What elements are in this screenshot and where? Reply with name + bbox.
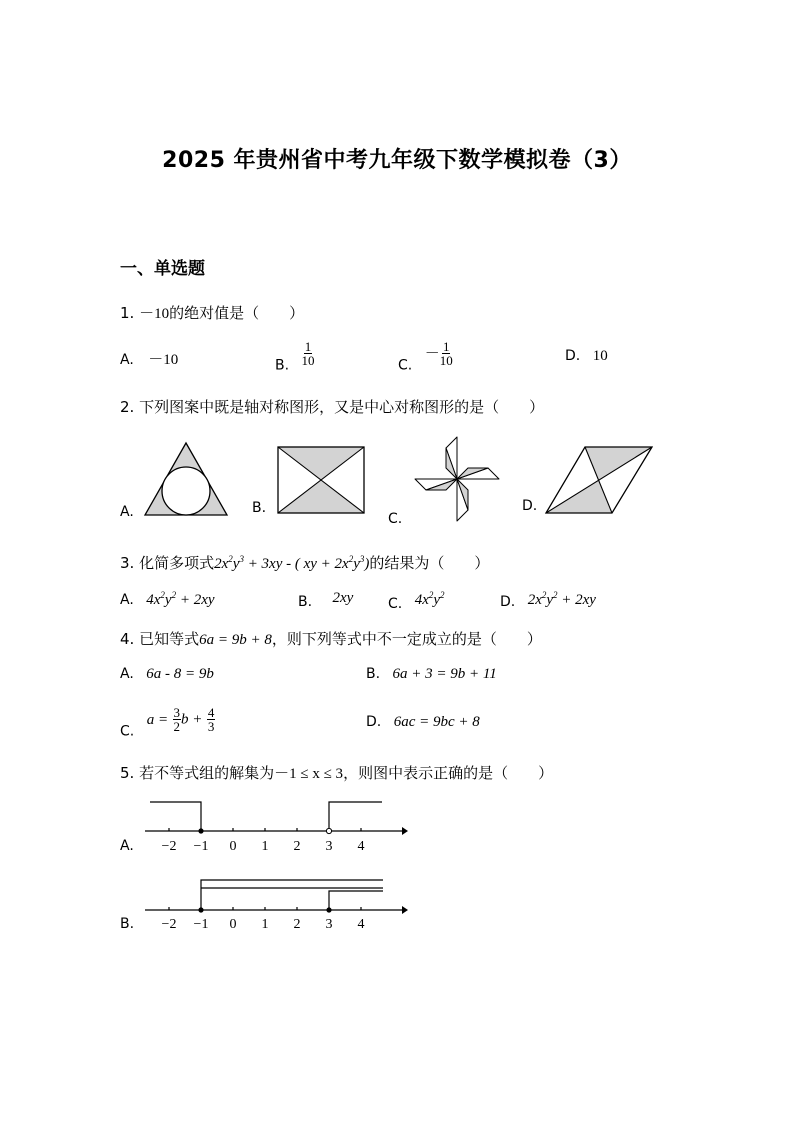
q5-option-a-label[interactable]: A. bbox=[120, 838, 134, 854]
option-label: D. bbox=[565, 348, 581, 364]
expr-part: a = bbox=[146, 711, 169, 728]
numerator: 4 bbox=[207, 705, 215, 720]
option-expression: 6ac = 9bc + 8 bbox=[393, 714, 480, 730]
option-value: －10 bbox=[148, 352, 179, 368]
q1-number: 1. bbox=[120, 304, 140, 322]
question-1-stem bbox=[120, 302, 304, 323]
tick-label: 4 bbox=[357, 917, 365, 932]
q3-option-c[interactable] bbox=[388, 590, 445, 612]
option-label: A. bbox=[120, 592, 134, 608]
q4-prefix: 4. 已知等式 bbox=[120, 630, 200, 648]
question-5-stem bbox=[120, 762, 553, 783]
option-label: C. bbox=[120, 723, 135, 740]
q1-text: 的绝对值是（ ） bbox=[169, 304, 305, 322]
minus-sign: － bbox=[424, 345, 440, 362]
q2-figure-parallelogram bbox=[545, 446, 653, 514]
denominator: 2 bbox=[173, 719, 181, 734]
tick-label: 0 bbox=[229, 839, 237, 854]
tick-label: 3 bbox=[325, 839, 333, 854]
q4-option-b[interactable] bbox=[366, 666, 497, 683]
option-label: A. bbox=[120, 666, 134, 682]
fraction bbox=[173, 706, 182, 733]
expr-part: b + bbox=[181, 711, 203, 728]
numerator: 1 bbox=[442, 339, 450, 354]
q4-option-c[interactable] bbox=[120, 706, 215, 740]
denominator: 3 bbox=[207, 719, 215, 734]
q1-option-c[interactable] bbox=[398, 340, 453, 374]
option-label: C. bbox=[398, 357, 413, 374]
q4-option-a[interactable] bbox=[120, 666, 214, 683]
option-label: B. bbox=[275, 357, 290, 374]
fraction bbox=[302, 340, 315, 367]
q3-suffix: 的结果为（ ） bbox=[369, 554, 490, 572]
option-expression: $4x^2y^2$ bbox=[414, 590, 445, 608]
option-label: B. bbox=[298, 594, 313, 610]
numerator: 1 bbox=[304, 339, 312, 354]
page-title: 2025 年贵州省中考九年级下数学模拟卷（3） bbox=[162, 148, 632, 173]
option-expression: 2xy bbox=[332, 590, 354, 606]
option-label: D. bbox=[366, 714, 382, 730]
tick-label: 2 bbox=[293, 917, 301, 932]
tick-label: −2 bbox=[161, 839, 177, 854]
question-3-stem bbox=[120, 552, 489, 573]
q5-prefix: 5. 若不等式组的解集为 bbox=[120, 764, 275, 782]
q2-option-b-label[interactable]: B. bbox=[252, 500, 267, 516]
denominator: 10 bbox=[439, 353, 453, 368]
question-4-stem bbox=[120, 628, 542, 649]
denominator: 10 bbox=[301, 353, 315, 368]
tick-label: −1 bbox=[193, 839, 209, 854]
tick-label: −1 bbox=[193, 917, 209, 932]
q3-prefix: 3. 化简多项式 bbox=[120, 554, 215, 572]
q3-option-d[interactable] bbox=[500, 590, 596, 610]
q2-option-a-label[interactable]: A. bbox=[120, 504, 134, 520]
question-2-stem: 2. 下列图案中既是轴对称图形，又是中心对称图形的是（ ） bbox=[120, 398, 545, 416]
tick-label: 3 bbox=[325, 917, 333, 932]
q3-option-a[interactable] bbox=[120, 590, 215, 609]
tick-label: 1 bbox=[261, 917, 269, 932]
q5-option-b-label[interactable]: B. bbox=[120, 916, 135, 932]
q5-suffix: ，则图中表示正确的是（ ） bbox=[343, 764, 554, 782]
q2-option-d-label[interactable]: D. bbox=[522, 498, 538, 514]
option-expression: $2x^2y^2 + 2xy$ bbox=[527, 590, 596, 608]
q2-figure-rectangle-diagonals bbox=[277, 446, 365, 514]
option-label: C. bbox=[388, 596, 403, 612]
option-expression: $4x^2y^2 + 2xy$ bbox=[146, 590, 215, 608]
section-heading: 一、单选题 bbox=[120, 259, 205, 279]
q4-option-d[interactable] bbox=[366, 714, 480, 731]
option-label: A. bbox=[120, 352, 134, 368]
numerator: 3 bbox=[173, 705, 181, 720]
option-label: B. bbox=[366, 666, 381, 682]
tick-label: 4 bbox=[357, 839, 365, 854]
q1-value: －10 bbox=[139, 306, 170, 322]
q1-option-d[interactable] bbox=[565, 348, 608, 365]
q4-expression: 6a = 9b + 8 bbox=[199, 632, 272, 648]
option-label: D. bbox=[500, 594, 516, 610]
q3-option-b[interactable] bbox=[298, 590, 353, 610]
q2-figure-triangle-circle bbox=[143, 441, 229, 517]
fraction bbox=[440, 340, 453, 367]
option-expression: 6a - 8 = 9b bbox=[146, 666, 214, 682]
q3-expression: $2x^2y^3 + 3xy$ - ( xy + $2x^2y^3$) bbox=[214, 554, 370, 572]
option-expression: 6a + 3 = 9b + 11 bbox=[392, 666, 497, 682]
q2-figure-pinwheel bbox=[412, 435, 502, 523]
q2-option-c-label[interactable]: C. bbox=[388, 511, 403, 527]
tick-label: 1 bbox=[261, 839, 269, 854]
q1-option-b[interactable] bbox=[275, 340, 315, 374]
q1-option-a[interactable] bbox=[120, 348, 178, 369]
q5-number-line-b bbox=[140, 870, 410, 932]
q5-expression: －1 ≤ x ≤ 3 bbox=[274, 766, 344, 782]
option-value: 10 bbox=[592, 348, 608, 364]
q4-suffix: ，则下列等式中不一定成立的是（ ） bbox=[271, 630, 542, 648]
tick-label: 2 bbox=[293, 839, 301, 854]
tick-label: 0 bbox=[229, 917, 237, 932]
fraction bbox=[207, 706, 216, 733]
tick-label: −2 bbox=[161, 917, 177, 932]
q5-number-line-a bbox=[140, 795, 410, 855]
